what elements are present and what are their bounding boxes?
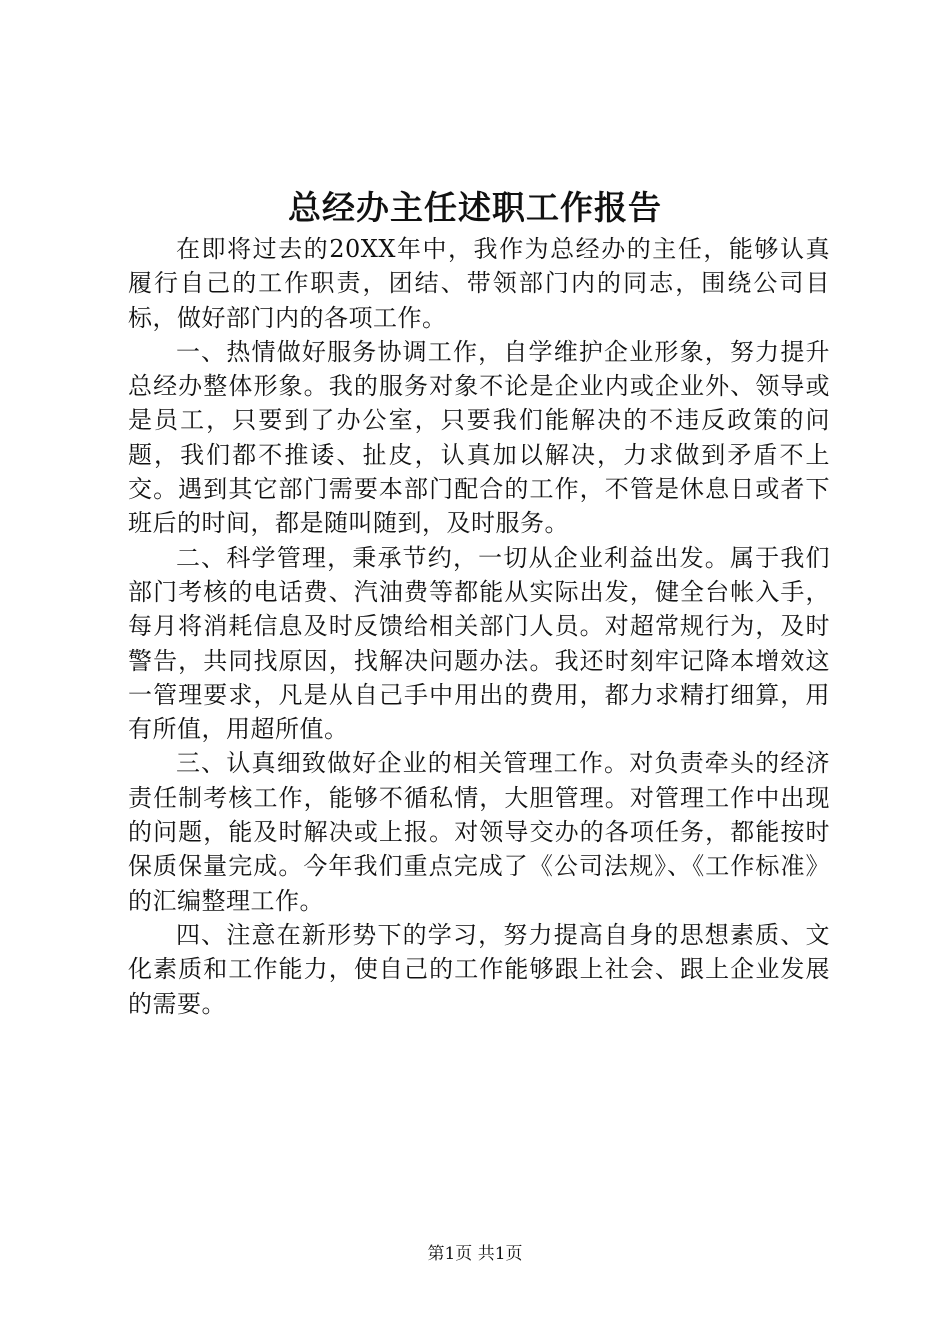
paragraph-section-1: 一、热情做好服务协调工作，自学维护企业形象，努力提升总经办整体形象。我的服务对象不论是企业内或企业外、领导或是员工，只要到了办公室，只要我们能解决的不违反政策的问题，我们都不推诿、扯皮，认真加以解决，力求做到矛盾不上交。遇到其它部门需要本部门配合的工作，不管是休息日或者下班后的时间，都是随叫随到，及时服务。 bbox=[128, 337, 830, 538]
document-body bbox=[128, 232, 830, 1021]
document-title: 总经办主任述职工作报告 bbox=[288, 188, 662, 227]
page-footer: 第1页 共1页 bbox=[427, 1244, 523, 1264]
paragraph-section-3: 三、认真细致做好企业的相关管理工作。对负责牵头的经济责任制考核工作，能够不循私情，大胆管理。对管理工作中出现的问题，能及时解决或上报。对领导交办的各项任务，都能按时保质保量完成。今年我们重点完成了《公司法规》、《工作标准》的汇编整理工作。 bbox=[128, 749, 830, 915]
paragraph-section-2: 二、科学管理，秉承节约，一切从企业利益出发。属于我们部门考核的电话费、汽油费等都能从实际出发，健全台帐入手，每月将消耗信息及时反馈给相关部门人员。对超常规行为，及时警告，共同找原因，找解决问题办法。我还时刻牢记降本增效这一管理要求，凡是从自己手中用出的费用，都力求精打细算，用有所值，用超所值。 bbox=[128, 543, 830, 744]
paragraph-section-4: 四、注意在新形势下的学习，努力提高自身的思想素质、文化素质和工作能力，使自己的工作能够跟上社会、跟上企业发展的需要。 bbox=[128, 920, 830, 1018]
paragraph-intro: 在即将过去的20XX年中，我作为总经办的主任，能够认真履行自己的工作职责，团结、带领部门内的同志，围绕公司目标，做好部门内的各项工作。 bbox=[128, 235, 830, 332]
